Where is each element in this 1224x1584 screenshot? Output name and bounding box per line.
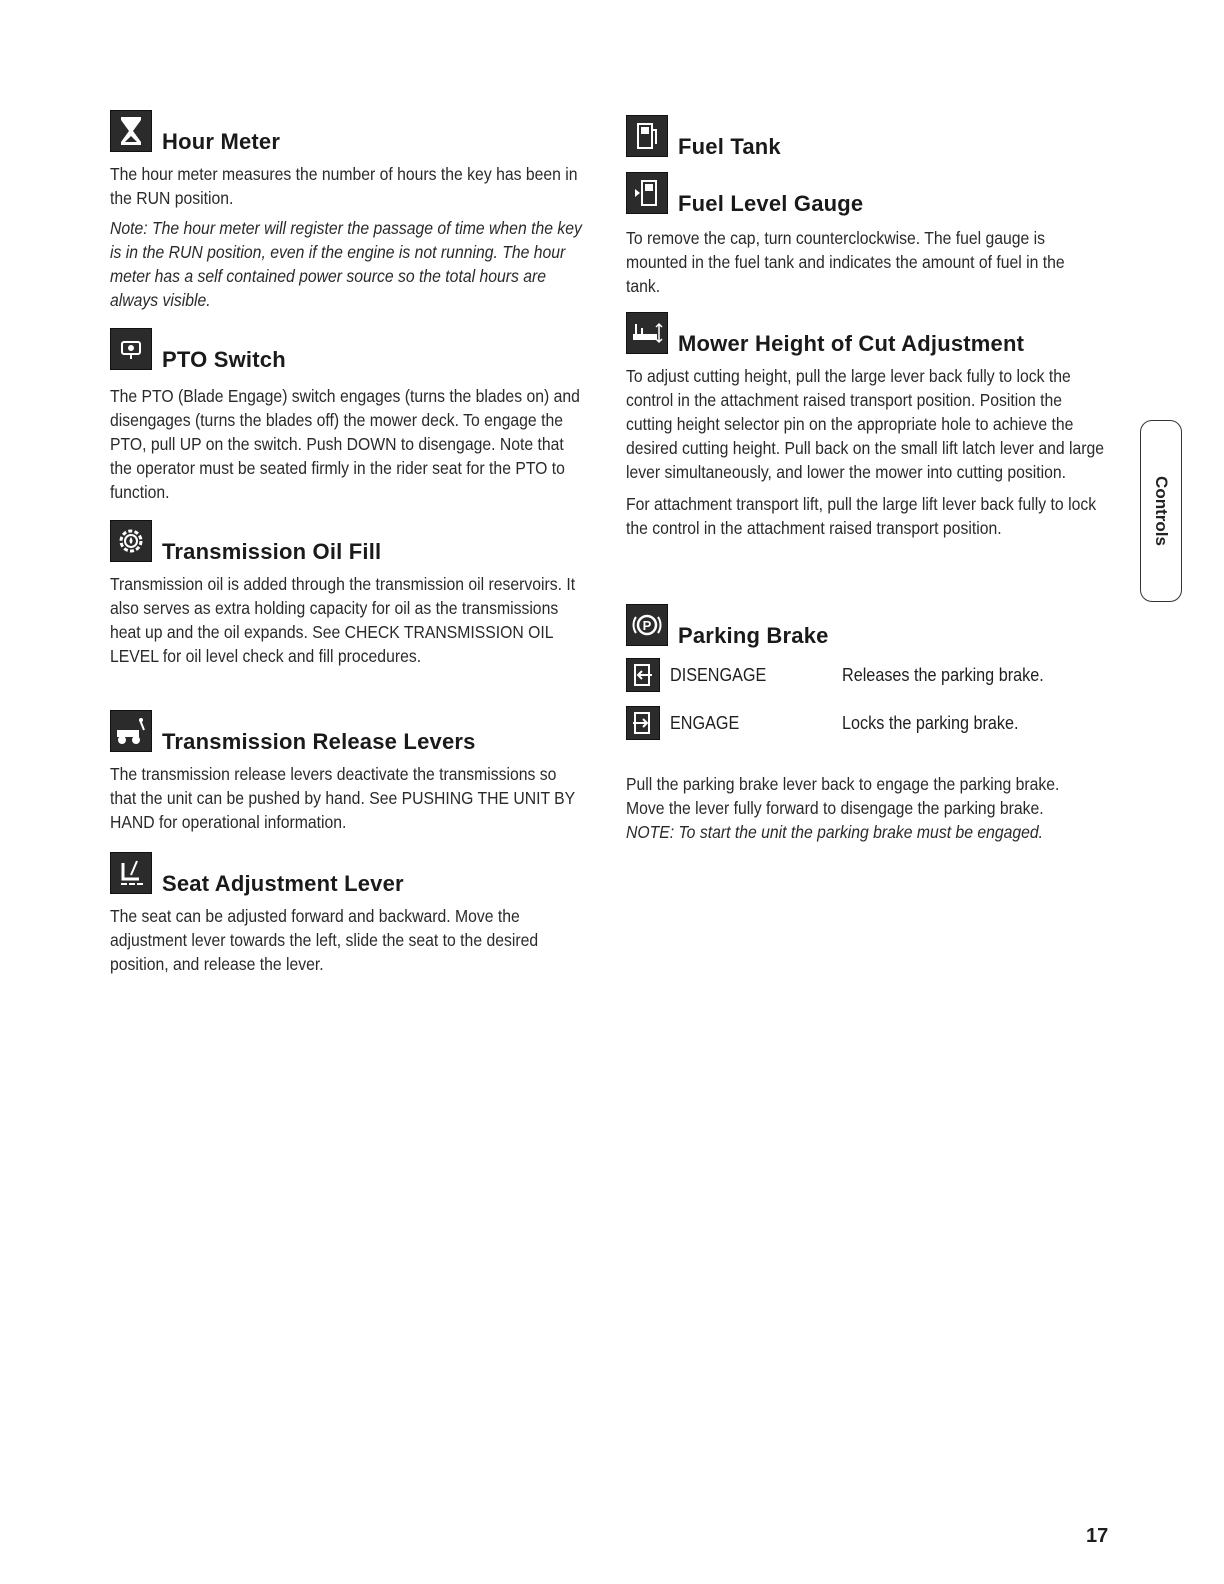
mower-height-body-2: For attachment transport lift, pull the large lift lever back fully to lock the control in the attachment raised transport position. [626,494,1097,538]
hour-meter-section [110,110,640,312]
parking-brake-text [626,772,1146,844]
fuel-tank-title: Fuel Tank [678,134,781,159]
side-tab-label: Controls [1152,476,1172,546]
engage-desc: Locks the parking brake. [842,712,1019,733]
parking-brake-note: NOTE: To start the unit the parking brake must be engaged. [626,822,1044,842]
mower-height-icon [626,312,668,354]
fuel-tank-section [626,115,781,157]
hour-meter-title: Hour Meter [162,129,281,154]
mower-height-section [626,312,1166,540]
fuel-gauge-title: Fuel Level Gauge [678,191,864,216]
brake-release-icon [626,658,660,692]
page-number: 17 [1086,1525,1109,1547]
transmission-release-title: Transmission Release Levers [162,729,476,754]
pto-switch-section [110,328,640,504]
disengage-row [626,658,1044,692]
fuel-gauge-section [626,172,1146,298]
hour-meter-note: Note: The hour meter will register the passage of time when the key is in the RUN position, even if the engine is not running. The hour meter has a self contained power source so the total hours are always visible. [110,218,582,310]
tractor-push-icon [110,710,152,752]
fuel-gauge-icon [626,172,668,214]
fuel-pump-icon [626,115,668,157]
disengage-desc: Releases the parking brake. [842,664,1044,685]
seat-adjustment-section [110,852,640,976]
svg-text:P: P [642,618,652,633]
mower-height-title: Mower Height of Cut Adjustment [678,331,1025,356]
disengage-label: DISENGAGE [670,664,767,685]
pto-icon [110,328,152,370]
pto-switch-title: PTO Switch [162,347,286,372]
seat-adjustment-title: Seat Adjustment Lever [162,871,404,896]
transmission-release-section [110,710,640,834]
parking-brake-body [626,772,1094,844]
parking-brake-icon [626,604,668,646]
seat-icon [110,852,152,894]
engage-label: ENGAGE [670,712,740,733]
hour-meter-body: The hour meter measures the number of hours the key has been in the RUN position. [110,164,578,208]
pto-switch-body: The PTO (Blade Engage) switch engages (turns the blades on) and disengages (turns the blades off) the mower deck. To engage the PTO, pull UP on the switch. Push DOWN to disengage. Note that the operator must be seated firmly in the rider seat for the PTO to function. [110,386,580,502]
parking-brake-body-text: Pull the parking brake lever back to engage the parking brake. Move the lever fully forward to disengage the parking brake. [626,774,1060,818]
transmission-oil-title: Transmission Oil Fill [162,539,382,564]
hourglass-icon [110,110,152,152]
controls-side-tab [1140,420,1182,602]
transmission-oil-body: Transmission oil is added through the transmission oil reservoirs. It also serves as extra holding capacity for oil as the transmissions heat up and the oil expands. See CHECK TRANSMISSION OIL LEVEL for oil level check and fill procedures. [110,574,576,666]
engage-row [626,706,1019,740]
mower-height-body-1: To adjust cutting height, pull the large lever back fully to lock the control in the attachment raised transport position. Position the cutting height selector pin on the appropriate hole to achieve the desired cutting height. Pull back on the small lift latch lever and large lever simultaneously, and lower the mower into cutting position. [626,366,1105,482]
oil-gear-icon [110,520,152,562]
transmission-oil-section [110,520,640,668]
brake-lock-icon [626,706,660,740]
parking-brake-title: Parking Brake [678,623,829,648]
seat-adjustment-body: The seat can be adjusted forward and backward. Move the adjustment lever towards the left, slide the seat to the desired position, and release the lever. [110,906,539,974]
transmission-release-body: The transmission release levers deactivate the transmissions so that the unit can be pushed by hand. See PUSHING THE UNIT BY HAND for operational information. [110,764,575,832]
fuel-gauge-body: To remove the cap, turn counterclockwise. The fuel gauge is mounted in the fuel tank and indicates the amount of fuel in the tank. [626,228,1065,296]
parking-brake-section [626,604,829,646]
